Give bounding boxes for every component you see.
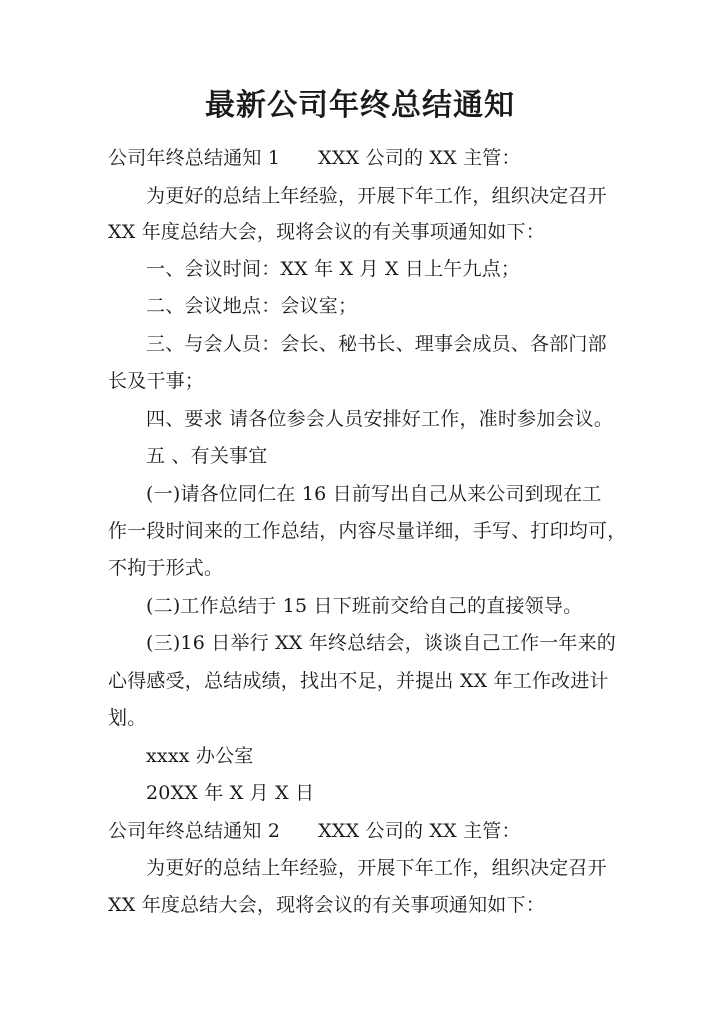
- document-title: 最新公司年终总结通知: [205, 88, 515, 123]
- paragraph-line: 五 、有关事宜: [146, 445, 268, 467]
- notice-1-heading-line: [108, 144, 521, 172]
- paragraph-line: 心得感受，总结成绩，找出不足，并提出 XX 年工作改进计: [108, 670, 609, 692]
- paragraph-line: (一)请各位同仁在 16 日前写出自己从来公司到现在工: [146, 483, 602, 505]
- paragraph-line: 作一段时间来的工作总结，内容尽量详细，手写、打印均可，: [108, 520, 627, 542]
- paragraph-line: 为更好的总结上年经验，开展下年工作，组织决定召开: [146, 857, 607, 879]
- paragraph-line: 长及干事；: [108, 370, 205, 392]
- paragraph-line: (二)工作总结于 15 日下班前交给自己的直接领导。: [146, 595, 583, 617]
- paragraph-line: (三)16 日举行 XX 年终总结会，谈谈自己工作一年来的: [146, 632, 616, 654]
- notice-2-salutation: XXX 公司的 XX 主管：: [318, 820, 521, 842]
- notice-1-salutation: XXX 公司的 XX 主管：: [318, 147, 521, 169]
- signature-date: 20XX 年 X 月 X 日: [146, 782, 315, 804]
- notice-1-heading: 公司年终总结通知 1: [108, 147, 281, 169]
- signature-office: xxxx 办公室: [146, 745, 254, 767]
- paragraph-line: 不拘于形式。: [108, 557, 224, 579]
- paragraph-line: 二、会议地点：会议室；: [146, 295, 358, 317]
- paragraph-line: XX 年度总结大会，现将会议的有关事项通知如下：: [108, 221, 545, 243]
- paragraph-line: 划。: [108, 707, 147, 729]
- notice-2-heading-line: [108, 817, 521, 845]
- paragraph-line: 四、要求 请各位参会人员安排好工作，准时参加会议。: [146, 408, 614, 430]
- paragraph-line: XX 年度总结大会，现将会议的有关事项通知如下：: [108, 894, 545, 916]
- paragraph-line: 三、与会人员：会长、秘书长、理事会成员、各部门部: [146, 333, 607, 355]
- notice-2-heading: 公司年终总结通知 2: [108, 820, 281, 842]
- paragraph-line: 一、会议时间：XX 年 X 月 X 日上午九点；: [146, 258, 521, 280]
- paragraph-line: 为更好的总结上年经验，开展下年工作，组织决定召开: [146, 185, 607, 207]
